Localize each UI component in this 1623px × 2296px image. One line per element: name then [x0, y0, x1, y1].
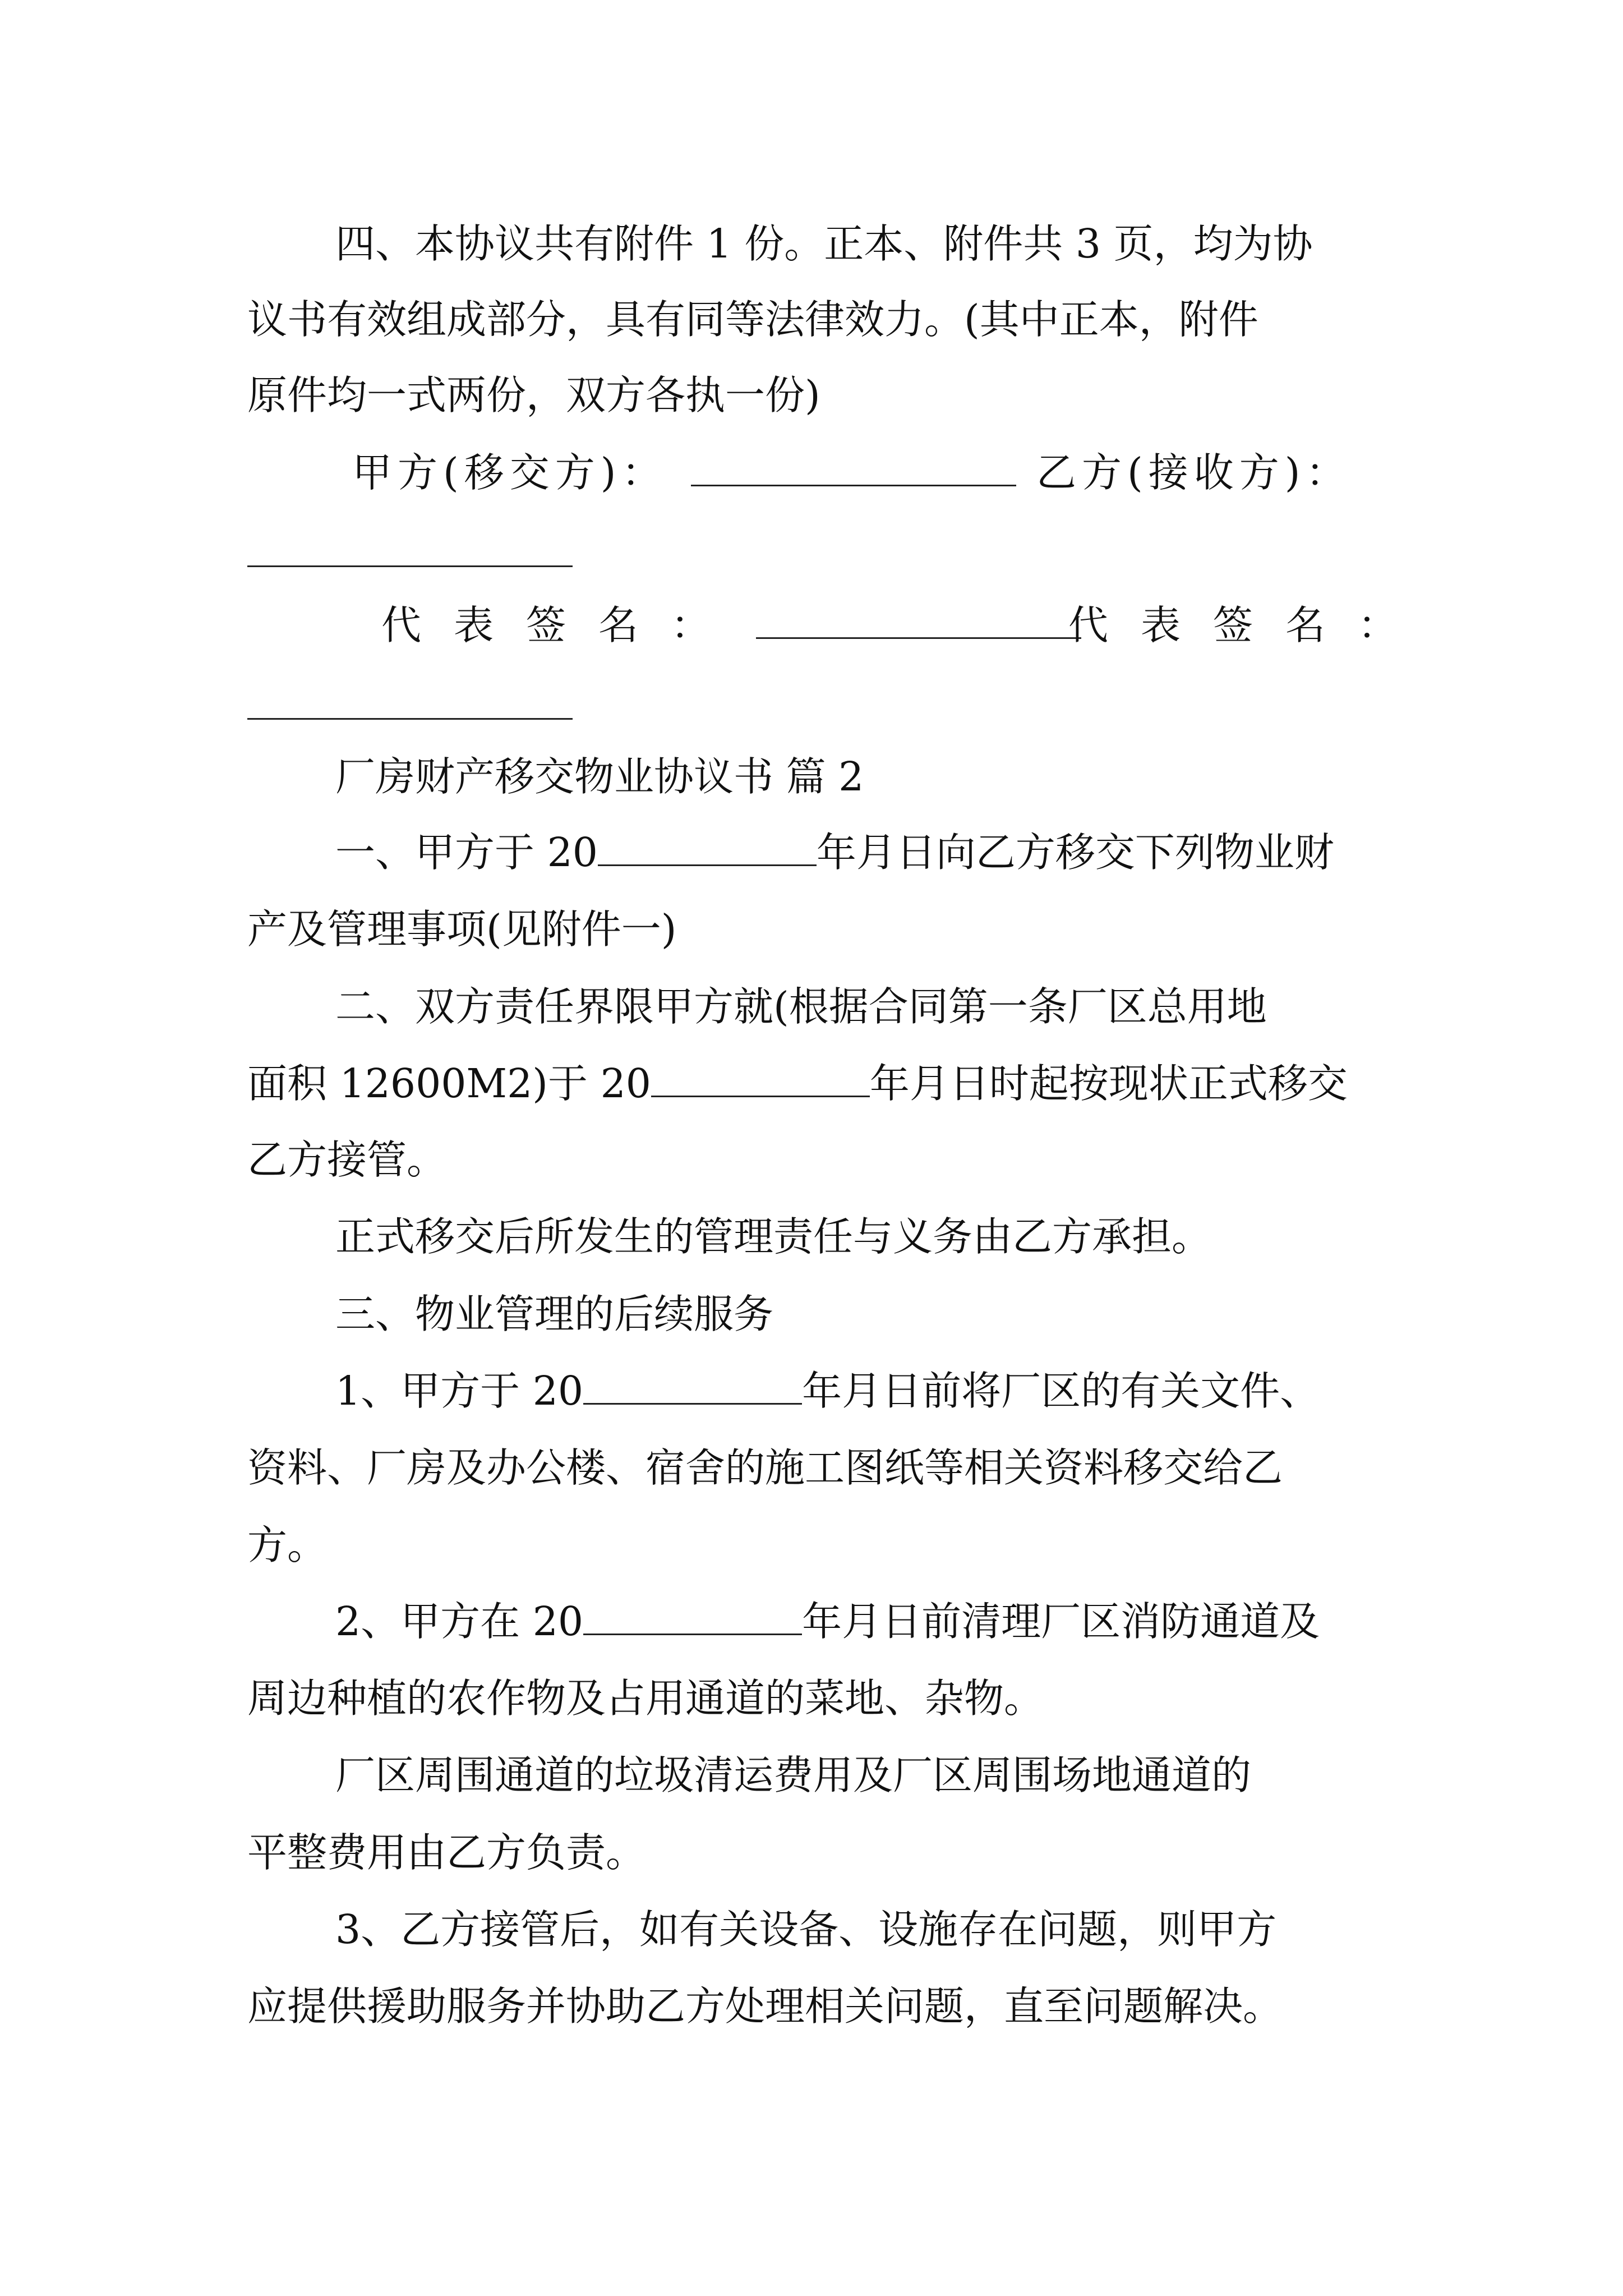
rep-sign-blank-a [756, 632, 1081, 639]
item-2-line-1: 二、双方责任界限甲方就(根据合同第一条厂区总用地 [335, 983, 1267, 1030]
section-heading: 厂房财产移交物业协议书 篇 2 [335, 753, 864, 800]
item-3-heading: 三、物业管理的后续服务 [335, 1291, 774, 1337]
sub-1-line-1 [335, 1366, 1320, 1416]
sub-2-prefix: 2、甲方在 20 [335, 1598, 584, 1645]
rep-sign-row-b [1068, 600, 1430, 651]
clause-four-line-3: 原件均一式两份，双方各执一份) [247, 372, 820, 418]
sub-1-suffix: 年月日前将厂区的有关文件、 [802, 1368, 1320, 1414]
sub-2-suffix: 年月日前清理厂区消防通道及 [802, 1598, 1320, 1645]
clause-four-line-1: 四、本协议共有附件 1 份。正本、附件共 3 页，均为协 [335, 220, 1313, 267]
sub-1-date-blank [583, 1397, 802, 1405]
after-handover-text: 正式移交后所发生的管理责任与义务由乙方承担。 [335, 1213, 1212, 1260]
rep-sign-blank-b [247, 718, 573, 720]
sub-2-line-1 [335, 1596, 1320, 1647]
item-2-line-2 [247, 1059, 1348, 1109]
party-a-row [352, 448, 1016, 498]
item-2-date-blank [651, 1090, 870, 1097]
sub-3-line-1: 3、乙方接管后，如有关设备、设施存在问题，则甲方 [335, 1906, 1277, 1953]
sub-1-prefix: 1、甲方于 20 [335, 1368, 584, 1414]
item-2-line-3: 乙方接管。 [247, 1137, 447, 1183]
rep-sign-row-a [381, 600, 1081, 651]
item-2-suffix: 年月日时起按现状正式移交 [869, 1060, 1348, 1107]
item-1-line-2: 产及管理事项(见附件一) [247, 906, 677, 953]
party-a-blank [691, 479, 1016, 486]
sub-1-line-3: 方。 [247, 1522, 328, 1568]
party-b-row [1036, 448, 1351, 498]
party-a-label: 甲方(移交方)： [352, 449, 667, 496]
item-1-suffix: 年月日向乙方移交下列物业财 [816, 829, 1334, 876]
sub-3-line-2: 应提供援助服务并协助乙方处理相关问题，直至问题解决。 [247, 1983, 1283, 2030]
item-2-prefix: 面积 12600M2)于 20 [247, 1060, 651, 1107]
rep-sign-label-a: 代表签名： [381, 602, 744, 648]
clause-four-line-2: 议书有效组成部分，具有同等法律效力。(其中正本，附件 [247, 296, 1258, 343]
item-1-date-blank [598, 859, 817, 866]
rep-sign-label-b: 代表签名： [1068, 602, 1431, 648]
item-1-prefix: 一、甲方于 20 [335, 829, 598, 876]
party-b-blank [247, 565, 573, 567]
item-1-line-1 [335, 827, 1334, 878]
sub-1-line-2: 资料、厂房及办公楼、宿舍的施工图纸等相关资料移交给乙 [247, 1444, 1283, 1491]
garbage-line-2: 平整费用由乙方负责。 [247, 1829, 646, 1876]
party-b-label: 乙方(接收方)： [1036, 449, 1352, 496]
sub-2-date-blank [583, 1628, 802, 1635]
sub-2-line-2: 周边种植的农作物及占用通道的菜地、杂物。 [247, 1675, 1044, 1722]
garbage-line-1: 厂区周围通道的垃圾清运费用及厂区周围场地通道的 [335, 1752, 1252, 1798]
